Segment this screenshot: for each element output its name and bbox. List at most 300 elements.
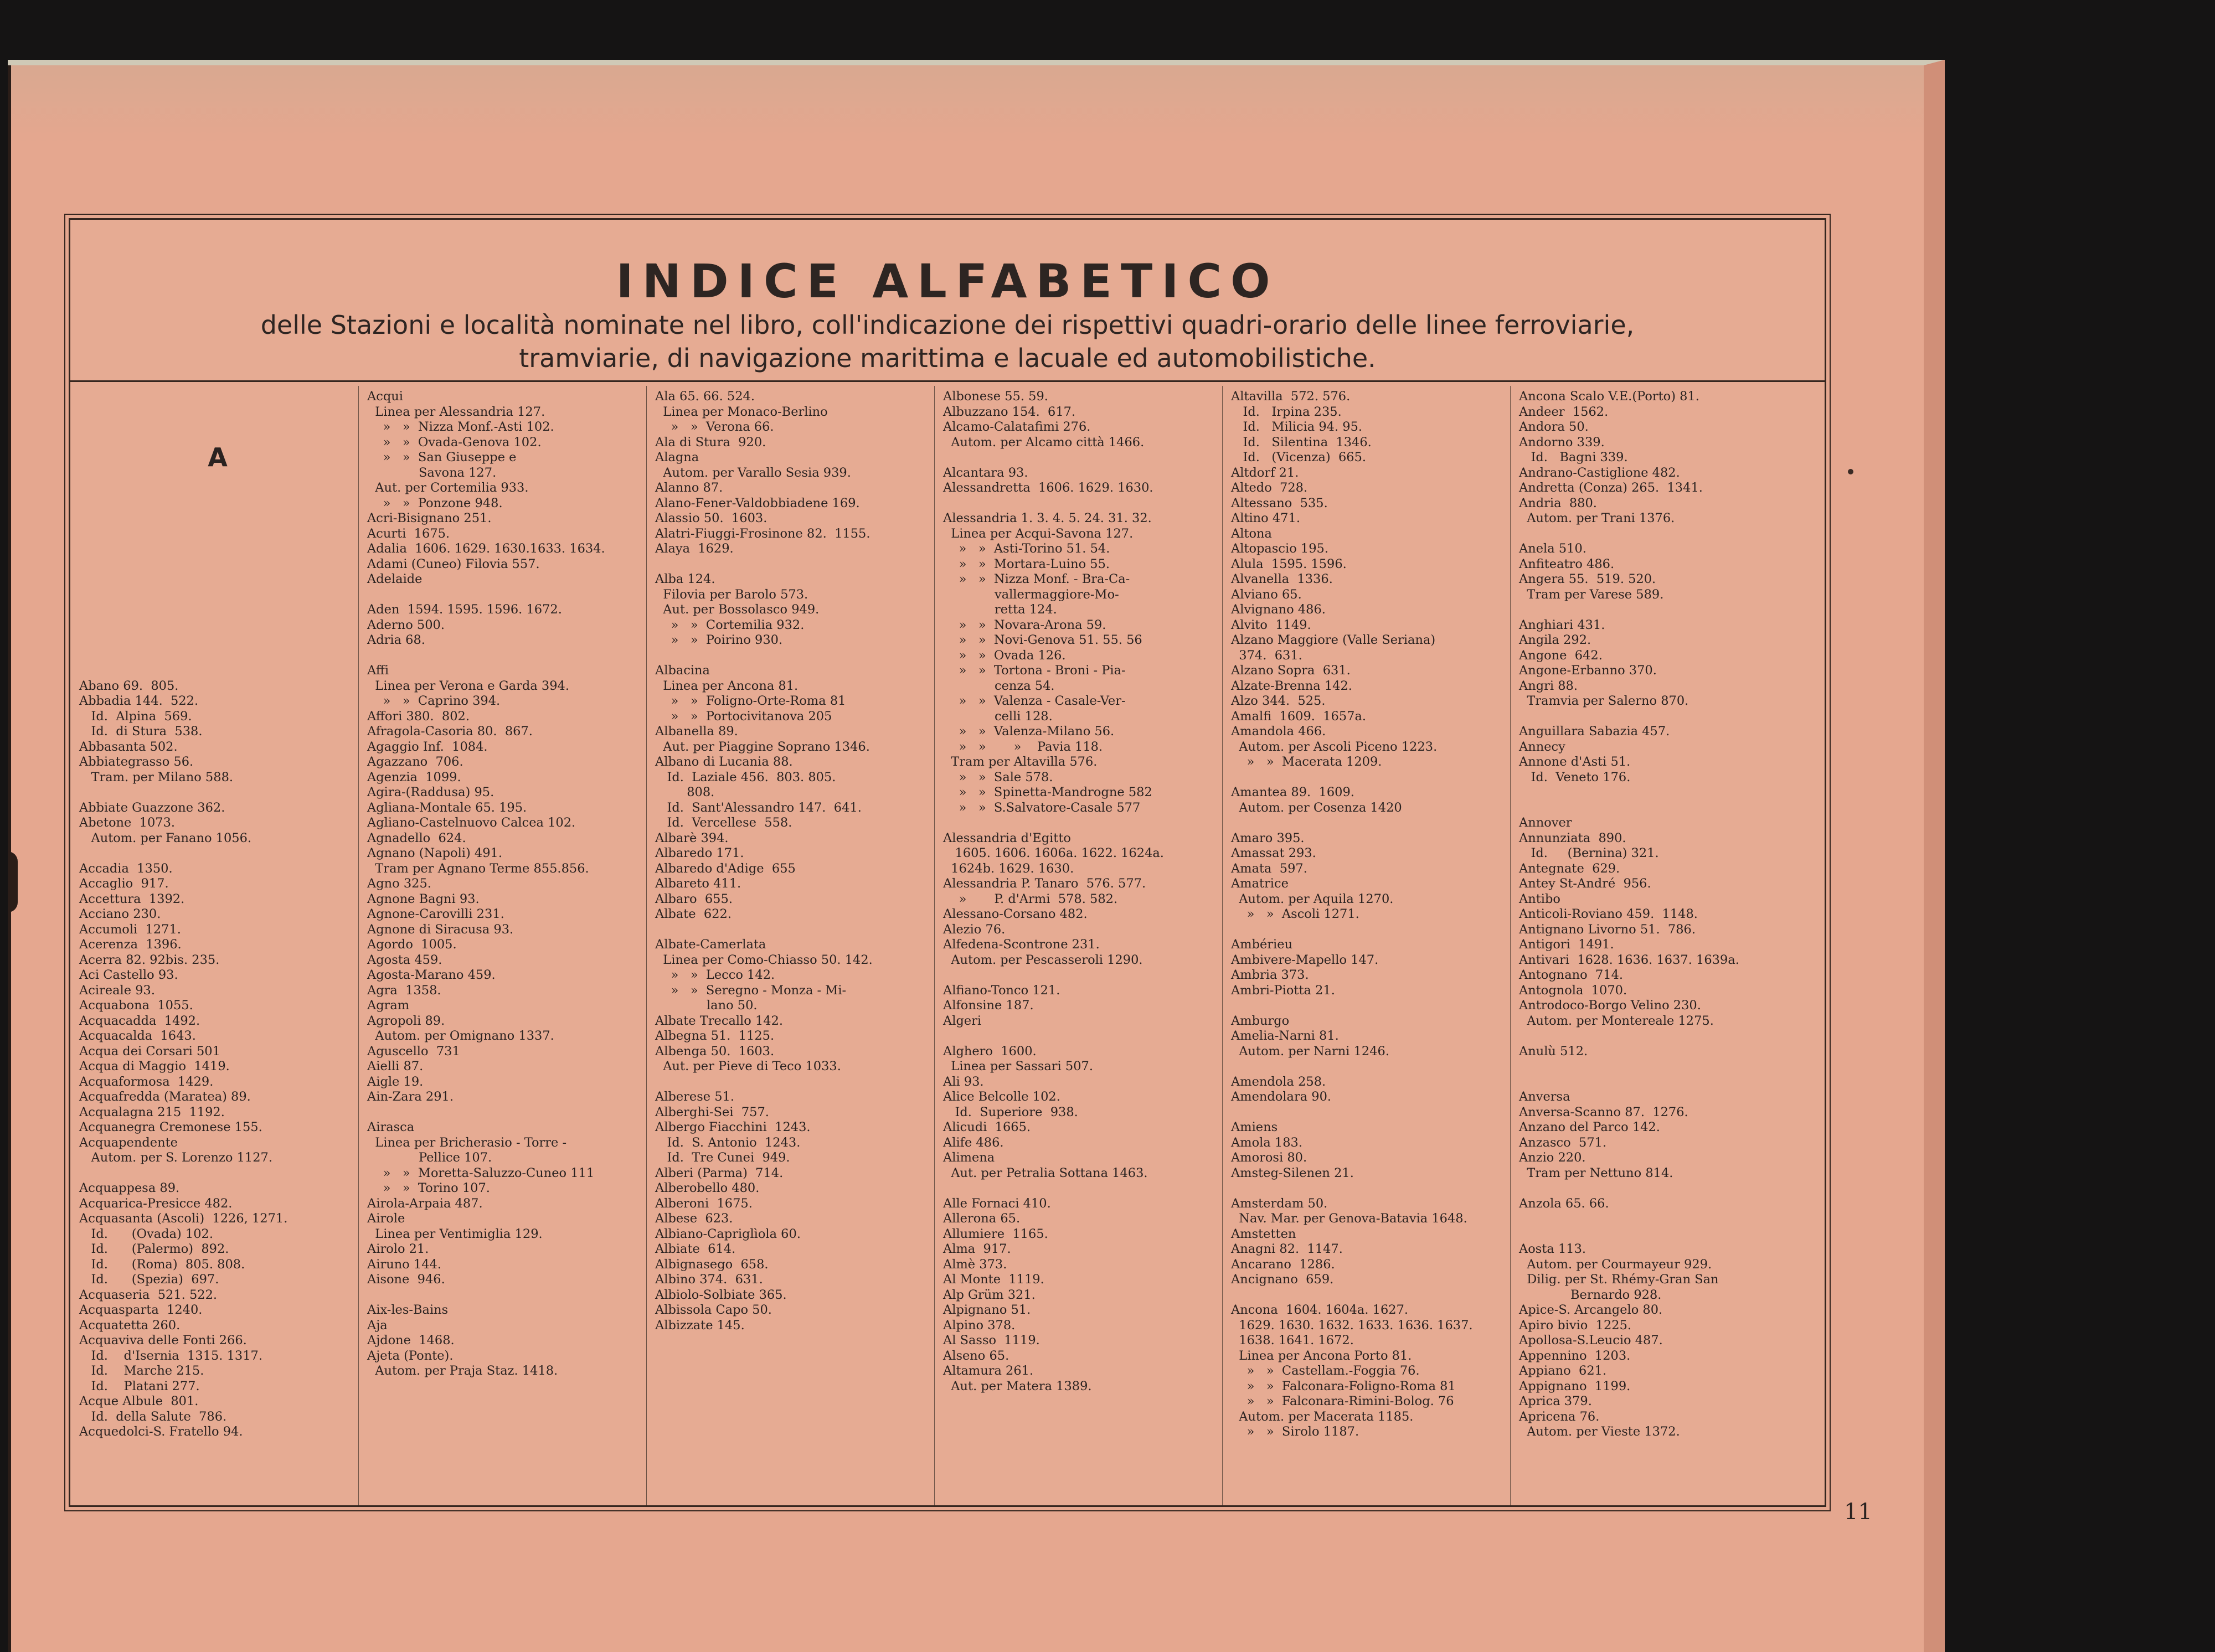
index-entry [943, 1029, 1220, 1044]
index-entry: Alpino 378. [943, 1318, 1016, 1333]
index-entry: 1638. 1641. 1672. [1231, 1333, 1354, 1348]
index-entry: Albareto 411. [655, 876, 741, 891]
index-entry [1231, 1181, 1508, 1196]
index-entry: Agra 1358. [367, 983, 441, 998]
index-entry: Agazzano 706. [367, 755, 463, 769]
index-entry: Alp Grüm 321. [943, 1287, 1036, 1302]
index-entry: » » Portocivitanova 205 [655, 709, 832, 724]
index-entry: Ain-Zara 291. [367, 1090, 454, 1104]
index-entry: » » Torino 107. [367, 1181, 490, 1195]
index-entry: » » Castellam.-Foggia 76. [1231, 1364, 1420, 1378]
index-entry: Albiolo-Solbiate 365. [655, 1287, 787, 1302]
index-entry: Id. della Salute 786. [79, 1409, 227, 1424]
index-entry: Abbiategrasso 56. [79, 755, 194, 769]
index-entry: Agira-(Raddusa) 95. [367, 785, 494, 799]
index-entry: Amburgo [1231, 1013, 1290, 1028]
index-entry: Alseno 65. [943, 1348, 1009, 1363]
index-entry: Agnone Bagni 93. [367, 891, 480, 906]
index-entry: Id. (Palermo) 892. [79, 1242, 229, 1256]
index-entry: 374. 631. [1231, 648, 1302, 663]
index-entry: Alula 1595. 1596. [1231, 556, 1347, 571]
index-entry: Alezio 76. [943, 922, 1006, 937]
index-entry: Albiate 614. [655, 1242, 736, 1256]
index-entry: Albino 374. 631. [655, 1272, 763, 1287]
index-entry: Acquanegra Cremonese 155. [79, 1120, 262, 1134]
index-entry: Autom. per Varallo Sesia 939. [655, 465, 851, 480]
index-entry: Id. Marche 215. [79, 1364, 204, 1378]
index-entry: Tram per Agnano Terme 855.856. [367, 861, 589, 876]
index-entry: cenza 54. [943, 678, 1055, 693]
index-entry: Aci Castello 93. [79, 968, 178, 982]
index-entry [79, 572, 356, 587]
index-entry: Andrano-Castiglione 482. [1519, 465, 1680, 480]
index-entry: Altavilla 572. 576. [1231, 389, 1351, 404]
index-entry: retta 124. [943, 602, 1057, 617]
index-entry: Abbiate Guazzone 362. [79, 800, 225, 815]
ornament-dot [1848, 469, 1853, 474]
index-entry: Anzio 220. [1519, 1150, 1586, 1165]
index-entry: Agnano (Napoli) 491. [367, 846, 502, 860]
index-entry: Acquaseria 521. 522. [79, 1287, 218, 1302]
index-entry: Allumiere 1165. [943, 1226, 1048, 1241]
index-entry: Aderno 500. [367, 617, 445, 632]
index-entry: Andretta (Conza) 265. 1341. [1519, 481, 1703, 495]
index-entry: Acquarica-Presicce 482. [79, 1196, 233, 1211]
subtitle-line-2: tramviarie, di navigazione marittima e lacuale ed automobilistiche. [519, 343, 1376, 373]
index-entry: Amiens [1231, 1120, 1278, 1134]
index-entry: Antognola 1070. [1519, 983, 1627, 998]
index-entry: Alatri-Fiuggi-Frosinone 82. 1155. [655, 526, 870, 541]
index-entry: Nav. Mar. per Genova-Batavia 1648. [1231, 1211, 1467, 1226]
index-entry: Anguillara Sabazia 457. [1519, 724, 1670, 739]
index-entry [1231, 815, 1508, 831]
index-entry: Linea per Bricherasio - Torre - [367, 1135, 567, 1150]
index-entry: » P. d'Armi 578. 582. [943, 891, 1118, 906]
index-entry: Alfonsine 187. [943, 998, 1034, 1013]
index-entry: » » Ovada-Genova 102. [367, 435, 542, 450]
index-entry: Antigori 1491. [1519, 937, 1614, 952]
index-entry: » » Valenza - Casale-Ver- [943, 694, 1126, 708]
index-entry: » » Seregno - Monza - Mi- [655, 983, 847, 998]
index-entry: Accaglio 917. [79, 876, 169, 891]
index-entry: Adami (Cuneo) Filovia 557. [367, 556, 540, 571]
index-entry: Agosta-Marano 459. [367, 968, 496, 982]
column-entries [650, 386, 934, 1333]
index-entry: » » Foligno-Orte-Roma 81 [655, 694, 846, 708]
index-entry: » » Falconara-Rimini-Bolog. 76 [1231, 1394, 1454, 1408]
index-entry: Agaggio Inf. 1084. [367, 739, 488, 754]
index-entry: » » Macerata 1209. [1231, 755, 1382, 769]
index-entry [79, 1166, 356, 1181]
index-entry: Agnadello 624. [367, 830, 466, 845]
index-entry: Albate 622. [655, 907, 732, 921]
index-entry: Acqualagna 215 1192. [79, 1104, 225, 1119]
index-entry: Savona 127. [367, 465, 497, 480]
index-entry: Tram. per Milano 588. [79, 770, 234, 784]
index-entry: Albergo Fiacchini 1243. [655, 1120, 811, 1134]
index-entry [1231, 998, 1508, 1014]
index-entry: » » San Giuseppe e [367, 450, 517, 464]
index-entry: Acri-Bisignano 251. [367, 511, 492, 525]
index-entry: » » Nizza Monf.-Asti 102. [367, 420, 554, 434]
index-column-1 [74, 386, 359, 1505]
index-entry: Albissola Capo 50. [655, 1303, 772, 1317]
index-entry: Acquacalda 1643. [79, 1029, 196, 1043]
index-entry [367, 1288, 644, 1303]
index-entry: Aden 1594. 1595. 1596. 1672. [367, 602, 562, 617]
index-entry: Alberi (Parma) 714. [655, 1165, 784, 1180]
index-entry: Antrodoco-Borgo Velino 230. [1519, 998, 1701, 1013]
index-entry: Alanno 87. [655, 481, 723, 495]
index-entry: » » Falconara-Foligno-Roma 81 [1231, 1379, 1456, 1393]
index-entry: Affi [367, 663, 389, 678]
index-entry: Albaro 655. [655, 891, 733, 906]
index-entry: » » Verona 66. [655, 420, 774, 434]
index-entry: Angone 642. [1519, 648, 1603, 663]
index-entry: Alcamo-Calatafimi 276. [943, 420, 1091, 434]
index-entry: Amorosi 80. [1231, 1150, 1307, 1165]
index-entry [1519, 526, 1819, 542]
index-entry: Amantea 89. 1609. [1231, 785, 1354, 799]
index-entry: Ala di Stura 920. [655, 435, 766, 450]
index-entry: Annecy [1519, 739, 1565, 754]
index-entry: vallermaggiore-Mo- [943, 587, 1119, 602]
index-entry: Id. Vercellese 558. [655, 815, 792, 830]
index-entry: Airolo 21. [367, 1242, 429, 1256]
index-entry: Alvignano 486. [1231, 602, 1326, 617]
index-entry [79, 481, 356, 496]
index-entry: Agnone di Siracusa 93. [367, 922, 514, 937]
index-entry: Altessano 535. [1231, 495, 1328, 510]
index-entry: » » Nizza Monf. - Bra-Ca- [943, 572, 1130, 586]
index-entry [1231, 1288, 1508, 1303]
index-entry: Altamura 261. [943, 1364, 1034, 1378]
index-entry [655, 1075, 932, 1090]
index-entry: Accettura 1392. [79, 891, 185, 906]
index-entry: Aja [367, 1318, 388, 1333]
index-entry: Accumoli 1271. [79, 922, 181, 937]
index-entry: Autom. per Courmayeur 929. [1519, 1257, 1712, 1272]
index-entry: Agnone-Carovilli 231. [367, 907, 504, 921]
column-entries [1513, 386, 1821, 1440]
index-entry: Aut. per Petralia Sottana 1463. [943, 1165, 1148, 1180]
index-entry: » » Novi-Genova 51. 55. 56 [943, 633, 1142, 647]
index-entry: Ali 93. [943, 1074, 984, 1089]
index-entry: Albanella 89. [655, 724, 738, 739]
index-entry: Aut. per Matera 1389. [943, 1379, 1092, 1393]
index-entry: Agliana-Montale 65. 195. [367, 800, 527, 815]
index-entry: Adelaide [367, 572, 423, 586]
index-entry [943, 1181, 1220, 1196]
index-entry: Anulù 512. [1519, 1044, 1588, 1059]
index-entry: Alghero 1600. [943, 1044, 1037, 1059]
index-entry: Andeer 1562. [1519, 404, 1609, 419]
index-entry: Alma 917. [943, 1242, 1011, 1256]
index-entry: Airuno 144. [367, 1257, 441, 1272]
index-entry [79, 618, 356, 633]
index-entry: Airole [367, 1211, 405, 1226]
index-entry: Amstetten [1231, 1226, 1296, 1241]
index-entry: Anversa [1519, 1090, 1570, 1104]
index-entry: Agenzia 1099. [367, 770, 461, 784]
index-entry: Aigle 19. [367, 1074, 424, 1089]
index-entry [79, 541, 356, 557]
index-entry: Antibo [1519, 891, 1560, 906]
index-entry [79, 557, 356, 572]
index-entry: Id. Sant'Alessandro 147. 641. [655, 800, 862, 815]
index-entry: Anversa-Scanno 87. 1276. [1519, 1104, 1688, 1119]
index-entry: Ancona Scalo V.E.(Porto) 81. [1519, 389, 1699, 404]
index-entry: » » Poirino 930. [655, 633, 783, 647]
title-rule [70, 380, 1825, 382]
index-entry: Alzano Maggiore (Valle Seriana) [1231, 633, 1436, 647]
index-entry: » » S.Salvatore-Casale 577 [943, 800, 1141, 815]
index-entry: Agordo 1005. [367, 937, 457, 952]
index-entry: » » » Pavia 118. [943, 739, 1103, 754]
page-subtitle [81, 308, 1814, 375]
index-entry: Amandola 466. [1231, 724, 1326, 739]
index-entry: Id. Milicia 94. 95. [1231, 420, 1363, 434]
index-entry: Airola-Arpaia 487. [367, 1196, 483, 1211]
index-entry: Linea per Acqui-Savona 127. [943, 526, 1134, 541]
index-entry: Id. Irpina 235. [1231, 404, 1342, 419]
index-entry: Alcantara 93. [943, 465, 1028, 480]
index-entry [655, 648, 932, 664]
index-entry: Autom. per Trani 1376. [1519, 511, 1675, 525]
index-entry: Amsteg-Silenen 21. [1231, 1165, 1354, 1180]
index-entry: Adria 68. [367, 633, 425, 647]
index-frame [69, 218, 1826, 1507]
index-entry: Alzo 344. 525. [1231, 694, 1326, 708]
index-entry: Acquasparta 1240. [79, 1303, 203, 1317]
index-entry: Amata 597. [1231, 861, 1307, 876]
index-entry: » » Valenza-Milano 56. [943, 724, 1115, 739]
index-entry: Alpignano 51. [943, 1303, 1031, 1317]
index-entry: Aielli 87. [367, 1059, 424, 1073]
index-entry [1231, 922, 1508, 938]
index-entry: Autom. per Fanano 1056. [79, 830, 252, 845]
section-letter: A [208, 442, 228, 472]
index-entry: » » Lecco 142. [655, 968, 775, 982]
index-entry: Aguscello 731 [367, 1044, 460, 1059]
index-entry: 1624b. 1629. 1630. [943, 861, 1074, 876]
index-entry: Autom. per S. Lorenzo 1127. [79, 1150, 272, 1165]
index-entry: Appennino 1203. [1519, 1348, 1631, 1363]
index-entry [1519, 1029, 1819, 1044]
index-entry: Alessano-Corsano 482. [943, 907, 1088, 921]
index-entry: Id. di Stura 538. [79, 724, 203, 739]
index-entry [79, 587, 356, 603]
index-entry: Agno 325. [367, 876, 431, 891]
index-entry: Acquapendente [79, 1135, 178, 1150]
index-entry: Tram per Nettuno 814. [1519, 1165, 1673, 1180]
index-entry: Linea per Como-Chiasso 50. 142. [655, 952, 873, 967]
index-entry: Alife 486. [943, 1135, 1004, 1150]
index-entry: Aut. per Cortemilia 933. [367, 481, 529, 495]
index-entry: Ancignano 659. [1231, 1272, 1334, 1287]
index-entry: Id. Tre Cunei 949. [655, 1150, 790, 1165]
index-entry: Al Monte 1119. [943, 1272, 1044, 1287]
index-entry: Id. Superiore 938. [943, 1104, 1078, 1119]
subtitle-line-1: delle Stazioni e località nominate nel libro, coll'indicazione dei rispettivi quadri-orario delle linee ferroviarie, [260, 310, 1635, 340]
index-entry: Abetone 1073. [79, 815, 176, 830]
index-entry: Appiano 621. [1519, 1364, 1607, 1378]
index-column-2 [362, 386, 647, 1505]
index-entry: Agliano-Castelnuovo Calcea 102. [367, 815, 576, 830]
index-entry: Id. (Roma) 805. 808. [79, 1257, 245, 1272]
index-entry: Amsterdam 50. [1231, 1196, 1328, 1211]
index-entry: Antey St-André 956. [1519, 876, 1651, 891]
index-entry: Albegna 51. 1125. [655, 1029, 775, 1043]
index-entry [79, 526, 356, 542]
index-entry: Anghiari 431. [1519, 617, 1605, 632]
index-entry: Id. Veneto 176. [1519, 770, 1631, 784]
index-entry: Antegnate 629. [1519, 861, 1620, 876]
index-entry: » » Mortara-Luino 55. [943, 556, 1110, 571]
index-entry: » » Novara-Arona 59. [943, 617, 1106, 632]
index-entry [79, 663, 356, 679]
index-entry: Aisone 946. [367, 1272, 445, 1287]
index-entry: Ancarano 1286. [1231, 1257, 1335, 1272]
index-entry: Autom. per Montereale 1275. [1519, 1013, 1714, 1028]
index-entry [1519, 1075, 1819, 1090]
binding-hole [8, 851, 18, 912]
index-entry: Albacina [655, 663, 710, 678]
index-entry: Adalia 1606. 1629. 1630.1633. 1634. [367, 541, 605, 556]
index-entry: Allerona 65. [943, 1211, 1021, 1226]
index-entry: Alzate-Brenna 142. [1231, 678, 1352, 693]
index-entry: Afragola-Casoria 80. 867. [367, 724, 533, 739]
index-entry: Altedo 728. [1231, 481, 1308, 495]
page-sheet [8, 60, 1945, 1652]
index-entry: Linea per Sassari 507. [943, 1059, 1093, 1073]
index-entry: Angera 55. 519. 520. [1519, 572, 1656, 586]
index-entry [79, 785, 356, 801]
index-entry: Albate Trecallo 142. [655, 1013, 784, 1028]
index-entry: Altdorf 21. [1231, 465, 1299, 480]
index-entry: Agram [367, 998, 410, 1013]
index-entry: Albonese 55. 59. [943, 389, 1048, 404]
index-entry: Annover [1519, 815, 1572, 830]
index-entry: Alfedena-Scontrone 231. [943, 937, 1100, 952]
index-entry: Ajdone 1468. [367, 1333, 455, 1348]
index-entry [943, 968, 1220, 983]
index-entry: » » Cortemilia 932. [655, 617, 805, 632]
index-entry [943, 496, 1220, 512]
index-entry: Id. Platani 277. [79, 1379, 200, 1393]
index-entry: Pellice 107. [367, 1150, 492, 1165]
index-column-3 [650, 386, 935, 1505]
index-entry [1519, 1227, 1819, 1242]
index-entry: celli 128. [943, 709, 1053, 724]
index-entry: Anzola 65. 66. [1519, 1196, 1609, 1211]
index-entry: Acqua di Maggio 1419. [79, 1059, 230, 1073]
index-entry: Abbadia 144. 522. [79, 694, 199, 708]
index-entry: » » Moretta-Saluzzo-Cuneo 111 [367, 1165, 595, 1180]
index-entry: Ala 65. 66. 524. [655, 389, 755, 404]
index-entry: Alessandria 1. 3. 4. 5. 24. 31. 32. [943, 511, 1152, 525]
index-entry [943, 450, 1220, 466]
index-entry: Abano 69. 805. [79, 678, 179, 693]
index-entry: Ambivere-Mapello 147. [1231, 952, 1379, 967]
column-entries [74, 386, 358, 1440]
index-entry: Amaro 395. [1231, 830, 1305, 845]
index-entry: Linea per Ventimiglia 129. [367, 1226, 543, 1241]
index-entry: Angri 88. [1519, 678, 1578, 693]
index-entry [1519, 785, 1819, 801]
index-entry: 1605. 1606. 1606a. 1622. 1624a. [943, 846, 1164, 860]
index-entry [1231, 770, 1508, 786]
index-entry: Autom. per Cosenza 1420 [1231, 800, 1402, 815]
index-entry: lano 50. [655, 998, 758, 1013]
index-entry: » » Asti-Torino 51. 54. [943, 541, 1110, 556]
index-entry [655, 557, 932, 572]
index-entry [79, 389, 356, 405]
index-entry: Apice-S. Arcangelo 80. [1519, 1303, 1663, 1317]
index-entry: Andorno 339. [1519, 435, 1605, 450]
index-entry: Alice Belcolle 102. [943, 1090, 1060, 1104]
index-entry: Alberobello 480. [655, 1181, 760, 1195]
index-entry: Acquasanta (Ascoli) 1226, 1271. [79, 1211, 288, 1226]
index-entry: Ambria 373. [1231, 968, 1309, 982]
index-entry: Andria 880. [1519, 495, 1597, 510]
index-entry: Acciano 230. [79, 907, 161, 921]
index-entry: Annone d'Asti 51. [1519, 755, 1631, 769]
index-entry: Acerra 82. 92bis. 235. [79, 952, 220, 967]
index-entry: Alessandria P. Tanaro 576. 577. [943, 876, 1146, 891]
index-entry [1519, 602, 1819, 618]
index-entry: Alessandretta 1606. 1629. 1630. [943, 481, 1153, 495]
index-entry: Acerenza 1396. [79, 937, 182, 952]
index-entry: Tram per Altavilla 576. [943, 755, 1098, 769]
index-entry [367, 587, 644, 603]
index-entry: Angone-Erbanno 370. [1519, 663, 1657, 678]
index-entry: Alvanella 1336. [1231, 572, 1333, 586]
index-entry: » » Caprino 394. [367, 694, 501, 708]
index-entry: Alano-Fener-Valdobbiadene 169. [655, 495, 860, 510]
index-entry: Id. S. Antonio 1243. [655, 1135, 801, 1150]
index-entry: Filovia per Barolo 573. [655, 587, 808, 602]
index-entry: Albarè 394. [655, 830, 729, 845]
index-entry: Autom. per Vieste 1372. [1519, 1424, 1680, 1439]
index-entry: Albenga 50. 1603. [655, 1044, 775, 1059]
index-entry: Amola 183. [1231, 1135, 1302, 1150]
index-entry: Alzano Sopra 631. [1231, 663, 1351, 678]
index-entry: Ambérieu [1231, 937, 1293, 952]
index-entry [943, 815, 1220, 831]
index-entry: Apricena 76. [1519, 1409, 1600, 1424]
index-entry: Aut. per Bossolasco 949. [655, 602, 820, 617]
page-number: 11 [1844, 1499, 1872, 1525]
index-entry: Id. d'Isernia 1315. 1317. [79, 1348, 262, 1363]
index-entry: Alimena [943, 1150, 995, 1165]
index-entry: Albignasego 658. [655, 1257, 769, 1272]
index-entry: Tramvia per Salerno 870. [1519, 694, 1689, 708]
index-entry: Amendolara 90. [1231, 1090, 1332, 1104]
index-entry: Alle Fornaci 410. [943, 1196, 1051, 1211]
index-entry: Alaya 1629. [655, 541, 734, 556]
index-entry: 808. [655, 785, 715, 799]
index-entry: Affori 380. 802. [367, 709, 470, 724]
index-entry: Autom. per Aquila 1270. [1231, 891, 1394, 906]
index-column-4 [937, 386, 1223, 1505]
index-entry [79, 602, 356, 618]
index-entry [655, 922, 932, 938]
index-entry [367, 1105, 644, 1121]
page-top-band [8, 65, 1924, 143]
index-entry: Albano di Lucania 88. [655, 755, 793, 769]
index-entry: Albate-Camerlata [655, 937, 766, 952]
